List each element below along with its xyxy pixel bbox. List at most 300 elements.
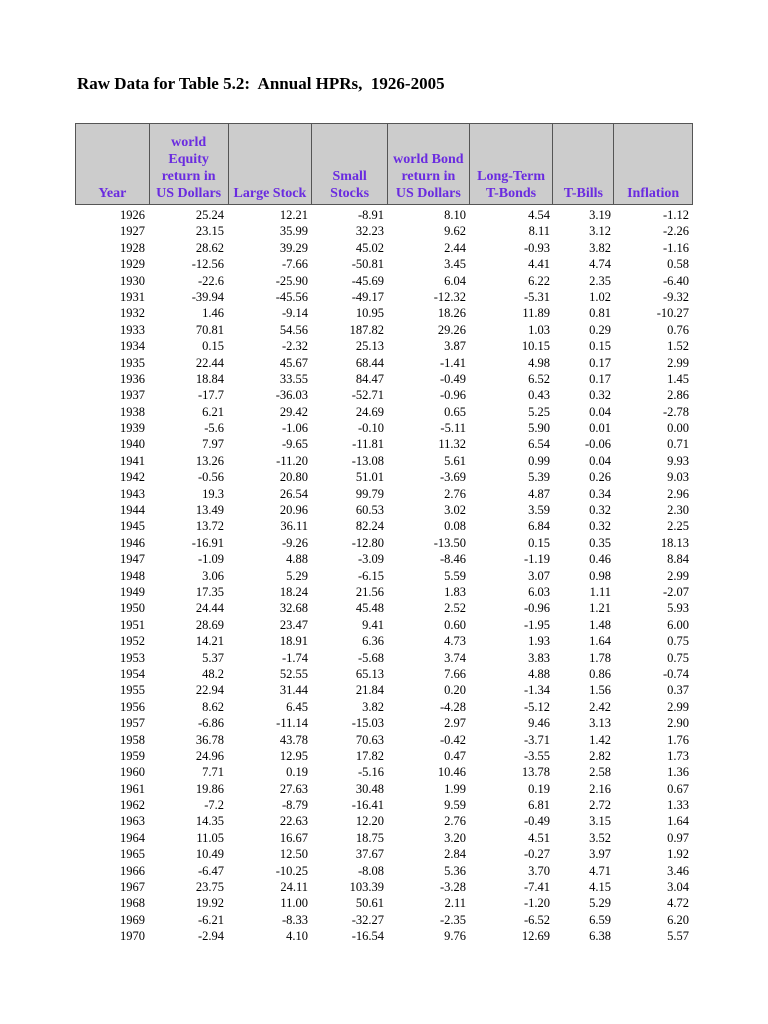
- cell-inflation: 2.96: [667, 486, 689, 501]
- cell-small-stocks: -49.17: [351, 289, 384, 304]
- cell-small-stocks: 10.95: [355, 306, 384, 321]
- cell-long-term-tbonds: -0.27: [523, 847, 550, 862]
- cell-small-stocks: 30.48: [355, 781, 384, 796]
- cell-long-term-tbonds: 4.41: [528, 257, 550, 272]
- cell-year: 1966: [120, 863, 145, 878]
- table-row: [75, 682, 693, 698]
- cell-world-equity: 14.35: [195, 814, 224, 829]
- cell-inflation: 9.03: [667, 470, 689, 485]
- cell-small-stocks: 103.39: [349, 880, 384, 895]
- cell-small-stocks: 17.82: [355, 748, 384, 763]
- cell-world-equity: 19.3: [202, 486, 224, 501]
- cell-world-equity: -12.56: [191, 257, 224, 272]
- cell-inflation: 2.86: [667, 388, 689, 403]
- cell-inflation: 0.97: [667, 830, 689, 845]
- cell-tbills: 1.78: [589, 650, 611, 665]
- table-row: [75, 289, 693, 305]
- cell-year: 1927: [120, 224, 145, 239]
- cell-long-term-tbonds: -0.96: [523, 601, 550, 616]
- table-row: [75, 502, 693, 518]
- cell-large-stock: 52.55: [279, 666, 308, 681]
- table-row: [75, 666, 693, 682]
- cell-long-term-tbonds: 6.52: [528, 371, 550, 386]
- cell-large-stock: 54.56: [279, 322, 308, 337]
- cell-small-stocks: -6.15: [357, 568, 384, 583]
- cell-small-stocks: -8.91: [357, 208, 384, 222]
- page-title: Raw Data for Table 5.2: Annual HPRs, 1926-2005: [77, 74, 445, 93]
- table-row: [75, 928, 693, 944]
- cell-world-equity: -6.21: [197, 912, 224, 927]
- cell-world-bond: 0.47: [444, 748, 466, 763]
- table-row: [75, 404, 693, 420]
- cell-world-equity: 7.97: [202, 437, 224, 452]
- cell-world-equity: -17.7: [197, 388, 224, 403]
- cell-tbills: 2.82: [589, 748, 611, 763]
- cell-tbills: 2.16: [589, 781, 611, 796]
- table-row: [75, 715, 693, 731]
- cell-year: 1932: [120, 306, 145, 321]
- cell-inflation: 1.45: [667, 371, 689, 386]
- cell-long-term-tbonds: 5.90: [528, 421, 550, 436]
- table-row: [75, 830, 693, 846]
- cell-world-equity: 17.35: [195, 584, 224, 599]
- cell-small-stocks: 6.36: [362, 634, 384, 649]
- cell-world-bond: 18.26: [437, 306, 466, 321]
- table-row: [75, 764, 693, 780]
- cell-world-bond: -0.49: [439, 371, 466, 386]
- cell-inflation: 2.99: [667, 355, 689, 370]
- cell-tbills: -0.06: [584, 437, 611, 452]
- cell-year: 1945: [120, 519, 145, 534]
- cell-world-bond: 3.87: [444, 339, 466, 354]
- cell-long-term-tbonds: 6.03: [528, 584, 550, 599]
- cell-world-bond: 9.59: [444, 798, 466, 813]
- table-row: [75, 469, 693, 485]
- cell-long-term-tbonds: 3.83: [528, 650, 550, 665]
- cell-large-stock: -9.65: [281, 437, 308, 452]
- cell-tbills: 6.59: [589, 912, 611, 927]
- cell-year: 1934: [120, 339, 145, 354]
- cell-inflation: -6.40: [662, 273, 689, 288]
- cell-world-equity: 22.94: [195, 683, 224, 698]
- cell-world-equity: -5.6: [204, 421, 224, 436]
- table-row: [75, 633, 693, 649]
- cell-tbills: 1.64: [589, 634, 611, 649]
- cell-small-stocks: 99.79: [355, 486, 384, 501]
- cell-world-bond: 9.62: [444, 224, 466, 239]
- cell-long-term-tbonds: 8.11: [528, 224, 550, 239]
- table-row: [75, 732, 693, 748]
- cell-year: 1928: [120, 240, 145, 255]
- cell-small-stocks: 12.20: [355, 814, 384, 829]
- cell-large-stock: 32.68: [279, 601, 308, 616]
- cell-long-term-tbonds: -1.20: [523, 896, 550, 911]
- cell-long-term-tbonds: -1.34: [523, 683, 550, 698]
- cell-tbills: 3.13: [589, 716, 611, 731]
- cell-world-equity: -6.47: [197, 863, 224, 878]
- cell-long-term-tbonds: 6.22: [528, 273, 550, 288]
- table-row: [75, 273, 693, 289]
- cell-large-stock: 11.00: [280, 896, 308, 911]
- cell-world-equity: 14.21: [195, 634, 224, 649]
- cell-large-stock: 35.99: [279, 224, 308, 239]
- cell-tbills: 0.04: [589, 404, 611, 419]
- cell-small-stocks: 45.02: [355, 240, 384, 255]
- table-row: [75, 223, 693, 239]
- table-row: [75, 240, 693, 256]
- cell-inflation: 0.58: [667, 257, 689, 272]
- cell-long-term-tbonds: 4.88: [528, 666, 550, 681]
- cell-world-equity: 28.69: [195, 617, 224, 632]
- cell-large-stock: 12.95: [279, 748, 308, 763]
- cell-large-stock: 43.78: [279, 732, 308, 747]
- cell-year: 1964: [120, 830, 145, 845]
- cell-small-stocks: 32.23: [355, 224, 384, 239]
- cell-small-stocks: -16.54: [351, 929, 384, 944]
- table-row: [75, 600, 693, 616]
- cell-world-bond: 3.20: [444, 830, 466, 845]
- cell-world-equity: 3.06: [202, 568, 224, 583]
- cell-long-term-tbonds: 4.51: [528, 830, 550, 845]
- cell-inflation: 0.37: [667, 683, 689, 698]
- cell-small-stocks: -32.27: [351, 912, 384, 927]
- cell-long-term-tbonds: -0.49: [523, 814, 550, 829]
- cell-long-term-tbonds: 1.93: [528, 634, 550, 649]
- cell-long-term-tbonds: 6.84: [528, 519, 550, 534]
- cell-long-term-tbonds: -3.71: [523, 732, 550, 747]
- cell-world-bond: 7.66: [444, 666, 466, 681]
- cell-large-stock: 18.91: [279, 634, 308, 649]
- cell-large-stock: 22.63: [279, 814, 308, 829]
- cell-small-stocks: 60.53: [355, 503, 384, 518]
- cell-year: 1954: [120, 666, 145, 681]
- cell-tbills: 0.01: [589, 421, 611, 436]
- cell-world-equity: 19.92: [195, 896, 224, 911]
- cell-year: 1953: [120, 650, 145, 665]
- cell-world-equity: -22.6: [197, 273, 224, 288]
- table-row: [75, 371, 693, 387]
- table-row: [75, 420, 693, 436]
- cell-world-equity: 36.78: [195, 732, 224, 747]
- cell-long-term-tbonds: 13.78: [521, 765, 550, 780]
- cell-world-equity: 11.05: [196, 830, 224, 845]
- cell-year: 1936: [120, 371, 145, 386]
- cell-world-bond: 2.76: [444, 486, 466, 501]
- cell-inflation: -1.12: [662, 208, 689, 222]
- cell-world-equity: 23.15: [195, 224, 224, 239]
- column-header-year: Year: [76, 124, 150, 204]
- cell-year: 1962: [120, 798, 145, 813]
- cell-small-stocks: 9.41: [362, 617, 384, 632]
- table-row: [75, 436, 693, 452]
- cell-large-stock: 0.19: [286, 765, 308, 780]
- cell-small-stocks: -0.10: [357, 421, 384, 436]
- cell-long-term-tbonds: 4.87: [528, 486, 550, 501]
- cell-world-equity: 70.81: [195, 322, 224, 337]
- cell-world-equity: 8.62: [202, 699, 224, 714]
- cell-inflation: 9.93: [667, 453, 689, 468]
- cell-inflation: 4.72: [667, 896, 689, 911]
- cell-world-equity: -1.09: [197, 552, 224, 567]
- table-body: [75, 207, 693, 945]
- cell-inflation: 6.00: [667, 617, 689, 632]
- cell-world-equity: 24.44: [195, 601, 224, 616]
- cell-year: 1938: [120, 404, 145, 419]
- cell-large-stock: -8.33: [281, 912, 308, 927]
- cell-tbills: 2.58: [589, 765, 611, 780]
- cell-inflation: 2.30: [667, 503, 689, 518]
- cell-small-stocks: 187.82: [349, 322, 384, 337]
- cell-small-stocks: -3.09: [357, 552, 384, 567]
- cell-large-stock: 36.11: [280, 519, 308, 534]
- cell-large-stock: -11.14: [276, 716, 308, 731]
- cell-world-bond: 29.26: [437, 322, 466, 337]
- cell-world-bond: 2.52: [444, 601, 466, 616]
- cell-long-term-tbonds: 0.99: [528, 453, 550, 468]
- cell-world-bond: -3.28: [439, 880, 466, 895]
- cell-small-stocks: 24.69: [355, 404, 384, 419]
- cell-large-stock: -7.66: [281, 257, 308, 272]
- cell-inflation: -9.32: [662, 289, 689, 304]
- cell-small-stocks: -11.81: [352, 437, 384, 452]
- cell-world-bond: 8.10: [444, 208, 466, 222]
- cell-year: 1952: [120, 634, 145, 649]
- cell-small-stocks: 45.48: [355, 601, 384, 616]
- cell-inflation: 3.04: [667, 880, 689, 895]
- cell-tbills: 0.17: [589, 371, 611, 386]
- cell-large-stock: 20.80: [279, 470, 308, 485]
- cell-world-equity: 48.2: [202, 666, 224, 681]
- cell-world-equity: -16.91: [191, 535, 224, 550]
- cell-large-stock: -10.25: [275, 863, 308, 878]
- cell-large-stock: 6.45: [286, 699, 308, 714]
- cell-small-stocks: 68.44: [355, 355, 384, 370]
- cell-small-stocks: 82.24: [355, 519, 384, 534]
- cell-long-term-tbonds: -6.52: [523, 912, 550, 927]
- cell-tbills: 3.82: [589, 240, 611, 255]
- cell-tbills: 4.71: [589, 863, 611, 878]
- cell-world-equity: 6.21: [202, 404, 224, 419]
- cell-long-term-tbonds: 12.69: [521, 929, 550, 944]
- cell-world-equity: -7.2: [204, 798, 224, 813]
- table-row: [75, 863, 693, 879]
- cell-world-bond: 3.02: [444, 503, 466, 518]
- cell-large-stock: -11.20: [276, 453, 308, 468]
- table-row: [75, 895, 693, 911]
- cell-small-stocks: -15.03: [351, 716, 384, 731]
- cell-year: 1946: [120, 535, 145, 550]
- cell-tbills: 1.02: [589, 289, 611, 304]
- cell-large-stock: 27.63: [279, 781, 308, 796]
- cell-long-term-tbonds: 3.07: [528, 568, 550, 583]
- cell-year: 1963: [120, 814, 145, 829]
- cell-small-stocks: 84.47: [355, 371, 384, 386]
- cell-year: 1933: [120, 322, 145, 337]
- cell-world-equity: -0.56: [197, 470, 224, 485]
- cell-large-stock: 29.42: [279, 404, 308, 419]
- cell-world-equity: -2.94: [197, 929, 224, 944]
- cell-world-equity: 5.37: [202, 650, 224, 665]
- table-row: [75, 797, 693, 813]
- cell-inflation: 0.71: [667, 437, 689, 452]
- cell-world-bond: 0.65: [444, 404, 466, 419]
- cell-world-bond: 1.83: [444, 584, 466, 599]
- cell-inflation: 3.46: [667, 863, 689, 878]
- cell-world-bond: 2.84: [444, 847, 466, 862]
- cell-world-equity: 13.26: [195, 453, 224, 468]
- column-header-inflation: Inflation: [627, 186, 680, 201]
- cell-year: 1950: [120, 601, 145, 616]
- cell-world-bond: -0.42: [439, 732, 466, 747]
- cell-large-stock: 45.67: [279, 355, 308, 370]
- cell-year: 1970: [120, 929, 145, 944]
- cell-tbills: 0.98: [589, 568, 611, 583]
- cell-tbills: 4.15: [589, 880, 611, 895]
- cell-long-term-tbonds: -7.41: [523, 880, 550, 895]
- cell-long-term-tbonds: 10.15: [521, 339, 550, 354]
- table-row: [75, 748, 693, 764]
- cell-world-bond: 0.08: [444, 519, 466, 534]
- cell-small-stocks: -50.81: [351, 257, 384, 272]
- table-row: [75, 551, 693, 567]
- cell-small-stocks: -5.68: [357, 650, 384, 665]
- cell-world-bond: 2.11: [444, 896, 466, 911]
- cell-tbills: 1.11: [589, 584, 611, 599]
- cell-small-stocks: -12.80: [351, 535, 384, 550]
- cell-tbills: 0.32: [589, 503, 611, 518]
- cell-world-bond: -8.46: [439, 552, 466, 567]
- cell-large-stock: -9.26: [281, 535, 308, 550]
- cell-small-stocks: -5.16: [357, 765, 384, 780]
- cell-inflation: 1.92: [667, 847, 689, 862]
- cell-world-equity: 13.72: [195, 519, 224, 534]
- cell-tbills: 5.29: [589, 896, 611, 911]
- cell-inflation: 5.57: [667, 929, 689, 944]
- cell-tbills: 4.74: [589, 257, 611, 272]
- cell-long-term-tbonds: 0.43: [528, 388, 550, 403]
- cell-large-stock: 23.47: [279, 617, 308, 632]
- column-header-large-stock: Large Stock: [229, 124, 313, 204]
- cell-world-bond: -4.28: [439, 699, 466, 714]
- cell-world-equity: -6.86: [197, 716, 224, 731]
- cell-year: 1931: [120, 289, 145, 304]
- cell-year: 1929: [120, 257, 145, 272]
- cell-large-stock: 5.29: [286, 568, 308, 583]
- cell-small-stocks: 21.56: [355, 584, 384, 599]
- cell-inflation: -2.78: [662, 404, 689, 419]
- cell-long-term-tbonds: 5.25: [528, 404, 550, 419]
- cell-long-term-tbonds: -1.19: [523, 552, 550, 567]
- cell-inflation: 1.33: [667, 798, 689, 813]
- cell-inflation: 2.90: [667, 716, 689, 731]
- cell-long-term-tbonds: 4.98: [528, 355, 550, 370]
- table-row: [75, 584, 693, 600]
- cell-tbills: 0.29: [589, 322, 611, 337]
- cell-long-term-tbonds: 11.89: [522, 306, 550, 321]
- cell-year: 1941: [120, 453, 145, 468]
- cell-year: 1939: [120, 421, 145, 436]
- cell-long-term-tbonds: 6.81: [528, 798, 550, 813]
- cell-year: 1965: [120, 847, 145, 862]
- table-row: [75, 322, 693, 338]
- cell-small-stocks: 51.01: [355, 470, 384, 485]
- cell-world-bond: -13.50: [433, 535, 466, 550]
- cell-large-stock: -36.03: [275, 388, 308, 403]
- cell-tbills: 0.17: [589, 355, 611, 370]
- cell-year: 1944: [120, 503, 145, 518]
- cell-year: 1959: [120, 748, 145, 763]
- table-row: [75, 846, 693, 862]
- cell-world-equity: 22.44: [195, 355, 224, 370]
- cell-inflation: 8.84: [667, 552, 689, 567]
- cell-large-stock: -8.79: [281, 798, 308, 813]
- cell-year: 1935: [120, 355, 145, 370]
- cell-world-bond: 2.97: [444, 716, 466, 731]
- cell-small-stocks: -52.71: [351, 388, 384, 403]
- cell-large-stock: -1.06: [281, 421, 308, 436]
- cell-world-bond: 2.76: [444, 814, 466, 829]
- column-header-small-stocks: Small Stocks: [312, 124, 388, 204]
- cell-world-equity: 23.75: [195, 880, 224, 895]
- cell-tbills: 3.15: [589, 814, 611, 829]
- cell-world-bond: 1.99: [444, 781, 466, 796]
- table-row: [75, 650, 693, 666]
- table-row: [75, 813, 693, 829]
- cell-world-bond: 9.76: [444, 929, 466, 944]
- cell-large-stock: -2.32: [281, 339, 308, 354]
- table-row: [75, 486, 693, 502]
- cell-large-stock: -25.90: [275, 273, 308, 288]
- cell-inflation: -10.27: [656, 306, 689, 321]
- cell-large-stock: 12.21: [279, 208, 308, 222]
- table-header: [75, 123, 693, 205]
- cell-world-equity: 25.24: [195, 208, 224, 222]
- cell-world-equity: 7.71: [202, 765, 224, 780]
- cell-long-term-tbonds: 1.03: [528, 322, 550, 337]
- cell-year: 1943: [120, 486, 145, 501]
- cell-large-stock: 20.96: [279, 503, 308, 518]
- table-row: [75, 879, 693, 895]
- cell-tbills: 0.46: [589, 552, 611, 567]
- cell-world-bond: 3.74: [444, 650, 466, 665]
- table-row: [75, 207, 693, 223]
- cell-tbills: 2.42: [589, 699, 611, 714]
- cell-inflation: 0.75: [667, 634, 689, 649]
- cell-year: 1940: [120, 437, 145, 452]
- cell-tbills: 0.86: [589, 666, 611, 681]
- cell-year: 1948: [120, 568, 145, 583]
- cell-world-equity: 18.84: [195, 371, 224, 386]
- cell-long-term-tbonds: -5.12: [523, 699, 550, 714]
- cell-world-equity: 28.62: [195, 240, 224, 255]
- cell-year: 1960: [120, 765, 145, 780]
- cell-long-term-tbonds: 0.15: [528, 535, 550, 550]
- cell-world-bond: -1.41: [439, 355, 466, 370]
- cell-inflation: 0.00: [667, 421, 689, 436]
- cell-large-stock: 26.54: [279, 486, 308, 501]
- cell-inflation: 2.99: [667, 568, 689, 583]
- cell-year: 1942: [120, 470, 145, 485]
- cell-inflation: 1.64: [667, 814, 689, 829]
- cell-large-stock: 4.88: [286, 552, 308, 567]
- cell-tbills: 3.97: [589, 847, 611, 862]
- column-header-tbills: T-Bills: [553, 124, 614, 204]
- column-header-world-equity: world Equity return in US Dollars: [150, 124, 229, 204]
- cell-tbills: 1.56: [589, 683, 611, 698]
- cell-world-bond: 0.60: [444, 617, 466, 632]
- cell-world-bond: -0.96: [439, 388, 466, 403]
- cell-small-stocks: 50.61: [355, 896, 384, 911]
